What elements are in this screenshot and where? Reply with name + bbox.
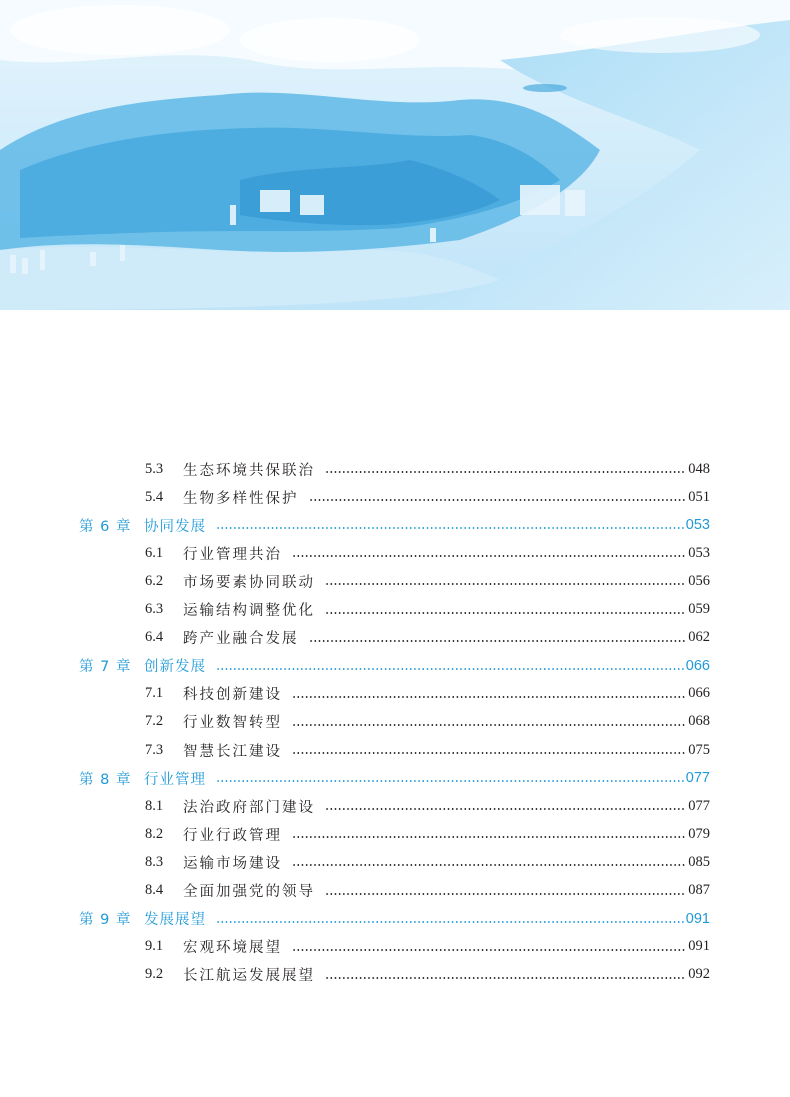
section-number: 5.4 bbox=[145, 488, 164, 505]
section-number: 8.2 bbox=[145, 825, 164, 842]
dot-leader bbox=[309, 640, 687, 642]
dot-leader bbox=[216, 780, 684, 782]
section-title: 行业管理共治 bbox=[183, 546, 282, 563]
chapter-number: 第 7 章 bbox=[79, 659, 132, 676]
section-title: 行业数智转型 bbox=[183, 715, 282, 732]
dot-leader bbox=[292, 724, 686, 726]
toc-section-row[interactable] bbox=[0, 708, 790, 736]
page-number: 077 bbox=[688, 797, 710, 814]
dot-leader bbox=[292, 864, 686, 866]
section-title: 生态环境共保联治 bbox=[183, 462, 315, 479]
page-number: 048 bbox=[688, 460, 710, 477]
section-title: 宏观环境展望 bbox=[183, 940, 282, 957]
section-title: 市场要素协同联动 bbox=[183, 574, 315, 591]
dot-leader bbox=[292, 752, 686, 754]
header-banner-image bbox=[0, 0, 790, 310]
chapter-number: 第 6 章 bbox=[79, 518, 132, 535]
section-title: 长江航运发展展望 bbox=[183, 968, 315, 985]
dot-leader bbox=[309, 499, 687, 501]
page-number: 062 bbox=[688, 629, 710, 646]
page-number: 079 bbox=[688, 825, 710, 842]
dot-leader bbox=[325, 893, 686, 895]
page-number: 051 bbox=[688, 488, 710, 505]
page-number: 091 bbox=[685, 910, 710, 927]
toc-section-row[interactable] bbox=[0, 736, 790, 764]
dot-leader bbox=[292, 836, 686, 838]
section-title: 科技创新建设 bbox=[183, 687, 282, 704]
page-number: 056 bbox=[688, 572, 710, 589]
page-number: 092 bbox=[688, 966, 710, 983]
section-number: 7.1 bbox=[145, 685, 164, 702]
toc-section-row[interactable] bbox=[0, 680, 790, 708]
dot-leader bbox=[325, 977, 686, 979]
section-number: 9.2 bbox=[145, 966, 164, 983]
toc-section-row[interactable] bbox=[0, 933, 790, 961]
dot-leader bbox=[325, 471, 686, 473]
section-number: 6.3 bbox=[145, 601, 164, 617]
section-number: 8.3 bbox=[145, 853, 164, 870]
section-number: 8.1 bbox=[145, 797, 164, 814]
dot-leader bbox=[325, 612, 686, 614]
page-number: 066 bbox=[685, 657, 710, 674]
chapter-title: 协同发展 bbox=[144, 518, 206, 535]
toc-section-row[interactable] bbox=[0, 848, 790, 876]
chapter-number: 第 9 章 bbox=[79, 912, 132, 929]
section-number: 8.4 bbox=[145, 882, 164, 898]
page-number: 077 bbox=[685, 770, 710, 787]
chapter-title: 创新发展 bbox=[144, 659, 206, 676]
dot-leader bbox=[325, 583, 686, 585]
section-title: 智慧长江建设 bbox=[183, 743, 282, 760]
section-title: 全面加强党的领导 bbox=[183, 884, 315, 900]
page-number: 091 bbox=[688, 938, 710, 955]
section-title: 跨产业融合发展 bbox=[183, 631, 299, 648]
section-number: 7.3 bbox=[145, 741, 164, 758]
section-number: 9.1 bbox=[145, 938, 164, 955]
section-title: 运输市场建设 bbox=[183, 855, 282, 872]
section-number: 6.1 bbox=[145, 544, 164, 561]
chapter-number: 第 8 章 bbox=[79, 771, 132, 788]
dot-leader bbox=[216, 921, 684, 923]
page-number: 068 bbox=[688, 713, 710, 730]
chapter-title: 发展展望 bbox=[144, 912, 206, 929]
page-number: 066 bbox=[688, 685, 710, 702]
chapter-title: 行业管理 bbox=[144, 771, 206, 788]
toc-section-row[interactable] bbox=[0, 961, 790, 989]
page-number: 085 bbox=[688, 853, 710, 870]
toc-section-row[interactable] bbox=[0, 792, 790, 820]
toc-section-row[interactable] bbox=[0, 820, 790, 848]
page-number: 053 bbox=[688, 544, 710, 561]
toc-section-row[interactable] bbox=[0, 596, 790, 624]
section-number: 5.3 bbox=[145, 460, 164, 477]
section-number: 6.2 bbox=[145, 572, 164, 589]
toc-section-row[interactable] bbox=[0, 539, 790, 567]
toc-section-row[interactable] bbox=[0, 483, 790, 511]
toc-chapter-row[interactable] bbox=[0, 764, 790, 792]
section-number: 7.2 bbox=[145, 713, 164, 730]
dot-leader bbox=[292, 949, 686, 951]
toc-section-row[interactable] bbox=[0, 455, 790, 483]
section-title: 运输结构调整优化 bbox=[183, 603, 315, 619]
toc-section-row[interactable] bbox=[0, 877, 790, 905]
dot-leader bbox=[292, 696, 686, 698]
page-number: 087 bbox=[688, 882, 710, 898]
toc-chapter-row[interactable] bbox=[0, 652, 790, 680]
dot-leader bbox=[216, 527, 684, 529]
dot-leader bbox=[292, 555, 686, 557]
dot-leader bbox=[216, 668, 684, 670]
page-number: 059 bbox=[688, 601, 710, 617]
section-title: 行业行政管理 bbox=[183, 827, 282, 844]
section-number: 6.4 bbox=[145, 629, 164, 646]
page-number: 053 bbox=[685, 517, 710, 534]
toc-chapter-row[interactable] bbox=[0, 511, 790, 539]
dot-leader bbox=[325, 808, 686, 810]
section-title: 生物多样性保护 bbox=[183, 490, 299, 507]
toc-section-row[interactable] bbox=[0, 567, 790, 595]
toc-chapter-row[interactable] bbox=[0, 905, 790, 933]
toc-section-row[interactable] bbox=[0, 624, 790, 652]
section-title: 法治政府部门建设 bbox=[183, 799, 315, 816]
page-number: 075 bbox=[688, 741, 710, 758]
